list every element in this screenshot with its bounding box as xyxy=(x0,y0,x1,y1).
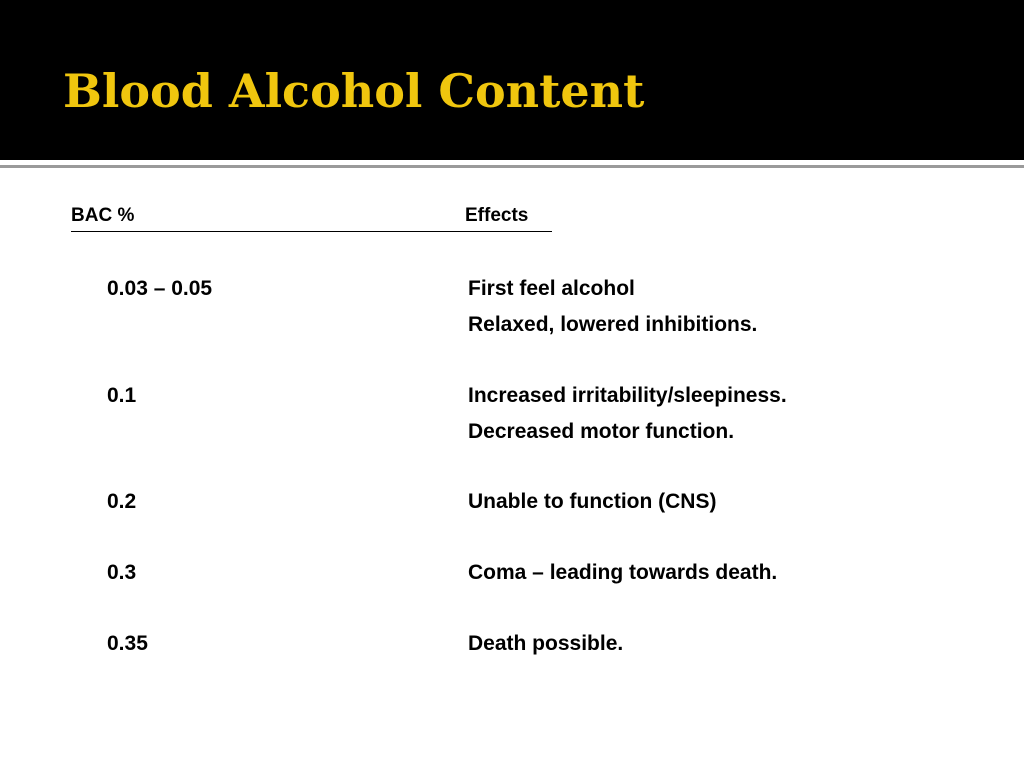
effects-cell xyxy=(468,555,777,591)
effect-text: Coma – leading towards death. xyxy=(468,561,778,584)
bac-value: 0.1 xyxy=(107,384,137,407)
effect-text: Relaxed, lowered inhibitions. xyxy=(468,313,758,336)
effect-text: Increased irritability/sleepiness. xyxy=(468,384,787,407)
effect-text: Decreased motor function. xyxy=(468,420,735,443)
title-divider-white xyxy=(0,160,1024,164)
effect-text: Death possible. xyxy=(468,632,624,655)
effects-cell xyxy=(468,626,623,662)
slide-title: Blood Alcohol Content xyxy=(63,64,645,118)
effects-cell xyxy=(468,378,787,450)
bac-value: 0.35 xyxy=(107,632,148,655)
title-divider-grey xyxy=(0,165,1024,168)
bac-value: 0.03 – 0.05 xyxy=(107,277,213,300)
effects-cell xyxy=(468,484,716,520)
table-header xyxy=(71,205,552,232)
effect-text: Unable to function (CNS) xyxy=(468,490,717,513)
header-effects: Effects xyxy=(465,205,529,226)
effect-text: First feel alcohol xyxy=(468,277,635,300)
title-bar xyxy=(0,0,1024,160)
effects-cell xyxy=(468,271,757,343)
bac-value: 0.3 xyxy=(107,561,137,584)
bac-value: 0.2 xyxy=(107,490,137,513)
header-bac: BAC % xyxy=(71,205,135,226)
